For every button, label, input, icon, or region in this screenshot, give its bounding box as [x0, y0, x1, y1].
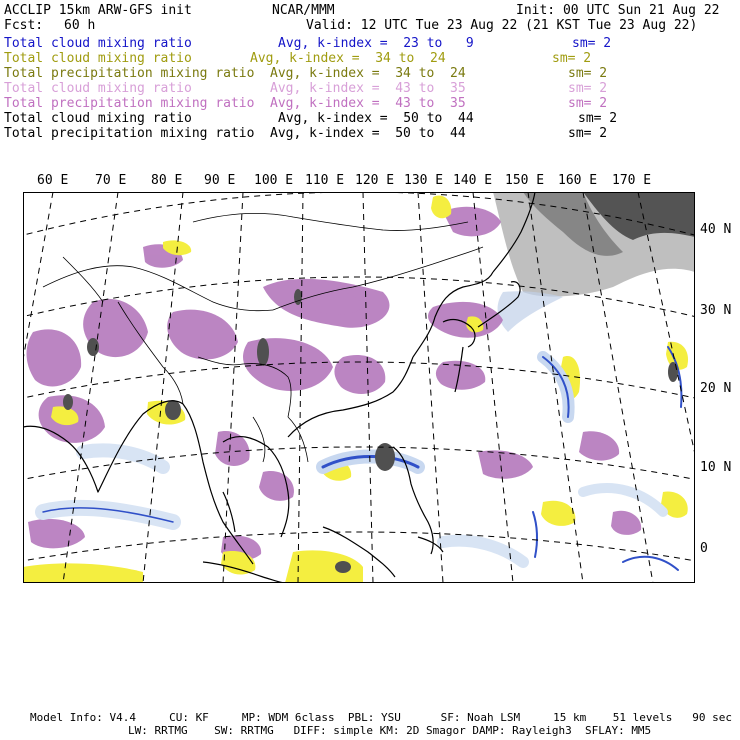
lon-label: 150 E	[505, 173, 545, 188]
forecast-hour: 60 h	[64, 18, 96, 33]
lon-label: 90 E	[204, 173, 236, 188]
field-name: Total precipitation mixing ratio	[4, 66, 255, 81]
field-smoothing: sm= 2	[572, 36, 612, 51]
lon-label: 100 E	[254, 173, 294, 188]
field-smoothing: sm= 2	[568, 81, 608, 96]
map-panel	[23, 192, 695, 583]
lon-label: 160 E	[558, 173, 598, 188]
field-name: Total precipitation mixing ratio	[4, 96, 255, 111]
field-k-index-range: Avg, k-index = 34 to 24	[250, 51, 446, 66]
lon-label: 130 E	[404, 173, 444, 188]
lat-label: 10 N	[700, 460, 732, 475]
field-name: Total cloud mixing ratio	[4, 81, 192, 96]
lat-label: 30 N	[700, 303, 732, 318]
lon-label: 120 E	[355, 173, 395, 188]
organization: NCAR/MMM	[272, 3, 335, 18]
lon-label: 110 E	[305, 173, 345, 188]
init-time: Init: 00 UTC Sun 21 Aug 22	[516, 3, 720, 18]
model-info-line2: LW: RRTMG SW: RRTMG DIFF: simple KM: 2D Smagor DAMP: Rayleigh3 SFLAY: MM5	[128, 724, 652, 737]
field-smoothing: sm= 2	[568, 66, 608, 81]
lon-label: 70 E	[95, 173, 127, 188]
lon-label: 60 E	[37, 173, 69, 188]
forecast-label: Fcst:	[4, 18, 44, 33]
field-name: Total cloud mixing ratio	[4, 51, 192, 66]
lon-label: 140 E	[453, 173, 493, 188]
plot-title: ACCLIP 15km ARW-GFS init	[4, 3, 192, 18]
lon-label: 80 E	[151, 173, 183, 188]
field-name: Total cloud mixing ratio	[4, 111, 192, 126]
lat-label: 40 N	[700, 222, 732, 237]
field-smoothing: sm= 2	[552, 51, 592, 66]
lat-label: 20 N	[700, 381, 732, 396]
field-k-index-range: Avg, k-index = 50 to 44	[270, 126, 466, 141]
field-smoothing: sm= 2	[578, 111, 618, 126]
field-smoothing: sm= 2	[568, 96, 608, 111]
field-name: Total precipitation mixing ratio	[4, 126, 255, 141]
lon-label: 170 E	[612, 173, 652, 188]
field-k-index-range: Avg, k-index = 43 to 35	[270, 81, 466, 96]
valid-time: Valid: 12 UTC Tue 23 Aug 22 (21 KST Tue 23 Aug 22)	[306, 18, 698, 33]
field-k-index-range: Avg, k-index = 50 to 44	[278, 111, 474, 126]
field-k-index-range: Avg, k-index = 34 to 24	[270, 66, 466, 81]
field-k-index-range: Avg, k-index = 23 to 9	[278, 36, 474, 51]
field-k-index-range: Avg, k-index = 43 to 35	[270, 96, 466, 111]
field-smoothing: sm= 2	[568, 126, 608, 141]
lat-label: 0	[700, 541, 708, 556]
model-info-line1: Model Info: V4.4 CU: KF MP: WDM 6class PBL: YSU SF: Noah LSM 15 km 51 levels 90 sec	[30, 711, 732, 724]
field-name: Total cloud mixing ratio	[4, 36, 192, 51]
map-canvas	[23, 192, 695, 583]
